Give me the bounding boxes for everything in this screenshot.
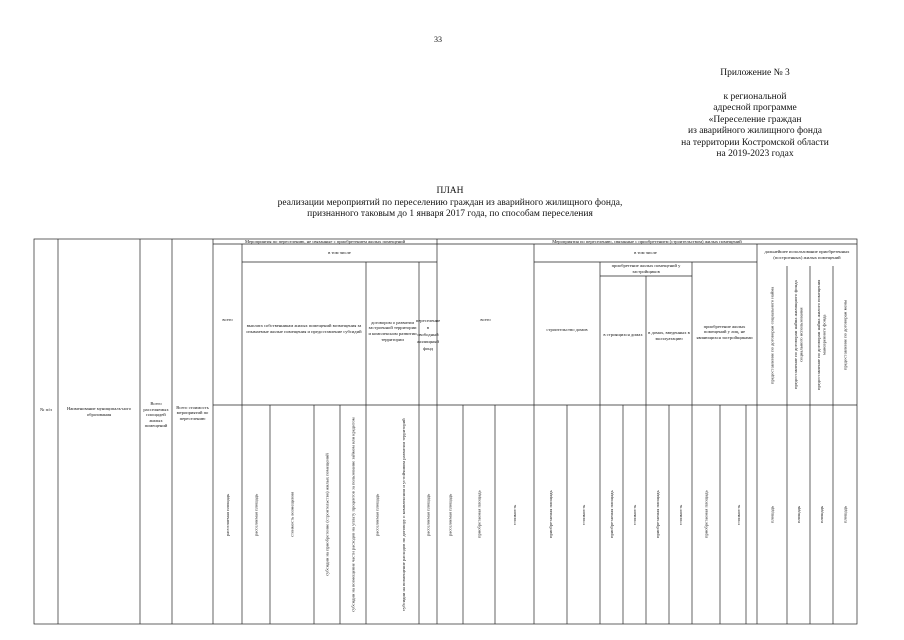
bottom-label: площадь	[818, 505, 824, 524]
appendix-line: «Переселение граждан	[708, 114, 802, 125]
header-resettlement-fund: переселение в свободный жилищный фонд	[415, 317, 441, 351]
bottom-label: расселяемая площадь	[253, 493, 259, 536]
bottom-label: стоимость	[631, 504, 637, 525]
bottom-label: площадь	[769, 505, 775, 524]
header-use-social: предоставление по договорам социального найма	[769, 286, 775, 384]
plan-title: ПЛАН	[436, 186, 464, 196]
header-in-construction: в строящихся домах	[603, 332, 643, 338]
plan-subtitle-line-1: реализации мероприятий по переселению граждан из аварийного жилищного фонда,	[277, 197, 623, 208]
header-group-related: Мероприятия по переселению, связанные с приобретением (строительством) жилых помещений	[552, 238, 742, 244]
header-acquired-group: приобретение жилых помещений у застройщиков	[611, 263, 681, 274]
bottom-label: приобретаемая площадь	[703, 490, 709, 539]
appendix-line: на территории Костромской области	[681, 137, 829, 148]
bottom-label: субсидии на приобретение (строительство) жилых помещений	[324, 453, 330, 576]
header-payout: выплата собственникам жилых помещений возмещения за изымаемые жилые помещения и предоставление субсидий	[246, 323, 362, 334]
bottom-label: расселяемая площадь	[447, 493, 453, 536]
bottom-label: расселяемая площадь	[374, 493, 380, 536]
bottom-label: стоимость	[677, 504, 683, 525]
bottom-label: приобретаемая площадь	[547, 490, 553, 539]
appendix-line: к региональной	[723, 91, 787, 102]
plan-subtitle-line-2: признанного таковым до 1 января 2017 года, по способам переселения	[307, 209, 593, 219]
header-incl-left: в том числе	[328, 250, 351, 256]
header-in-built: в домах, введенных в эксплуатацию	[648, 330, 690, 341]
bottom-label: стоимость	[580, 504, 586, 525]
bottom-label: расселяемая площадь	[224, 493, 230, 536]
bottom-label: стоимость	[735, 504, 741, 525]
bottom-label: субсидии на возмещение части расходов на уплату процентов за пользование займом или кредитом	[350, 417, 356, 612]
header-total-area: Всего расселяемых площадей жилых помещений	[143, 401, 169, 429]
header-total-right: всего	[480, 317, 491, 323]
header-use-exchange: предоставление по договорам мены	[842, 299, 848, 371]
page-number: 33	[434, 35, 442, 44]
header-contract: договором о развитии застроенной территории и комплексном развитии территории	[368, 319, 417, 342]
bottom-label: площадь	[842, 505, 848, 524]
header-total-left: всего	[222, 317, 233, 323]
bottom-label: расселяемая площадь	[425, 493, 431, 536]
header-use-social-fund: предоставление по договорам найма жилищного фонда социального использования	[793, 280, 804, 390]
appendix-title: Приложение № 3	[720, 68, 790, 78]
bottom-label: приобретаемая площадь	[654, 490, 660, 539]
header-from-nondev: приобретение жилых помещений у лиц, не являющихся застройщиками	[696, 323, 753, 340]
header-group-not-related: Мероприятия по переселению, не связанные с приобретением жилых помещений	[244, 238, 406, 244]
bottom-label: площадь	[795, 505, 801, 524]
header-construction: строительство домов	[546, 327, 588, 333]
header-total-cost: Всего стоимость мероприятий по переселению	[176, 404, 209, 421]
bottom-label: стоимость	[511, 504, 517, 525]
header-use-maneuver: предоставление по договорам найма жилого помещения маневренного фонда	[816, 279, 827, 391]
bottom-label: стоимость возмещения	[289, 491, 295, 538]
header-number: № п/п	[40, 407, 52, 413]
bottom-label: субсидии на возмещение расходов по договору о комплексном и устойчивом развитии территорий	[400, 418, 406, 611]
header-incl-right: в том числе	[634, 250, 657, 256]
bottom-label: приобретаемая площадь	[476, 490, 482, 539]
appendix-line: на 2019-2023 годах	[716, 149, 794, 159]
header-further-use: дальнейшее использование приобретенных (построенных) жилых помещений	[764, 249, 850, 260]
bottom-label: приобретаемая площадь	[608, 490, 614, 539]
appendix-line: из аварийного жилищного фонда	[688, 126, 822, 136]
appendix-line: адресной программе	[713, 103, 797, 113]
header-municipality: Наименование муниципаль-ного образования	[66, 406, 132, 417]
